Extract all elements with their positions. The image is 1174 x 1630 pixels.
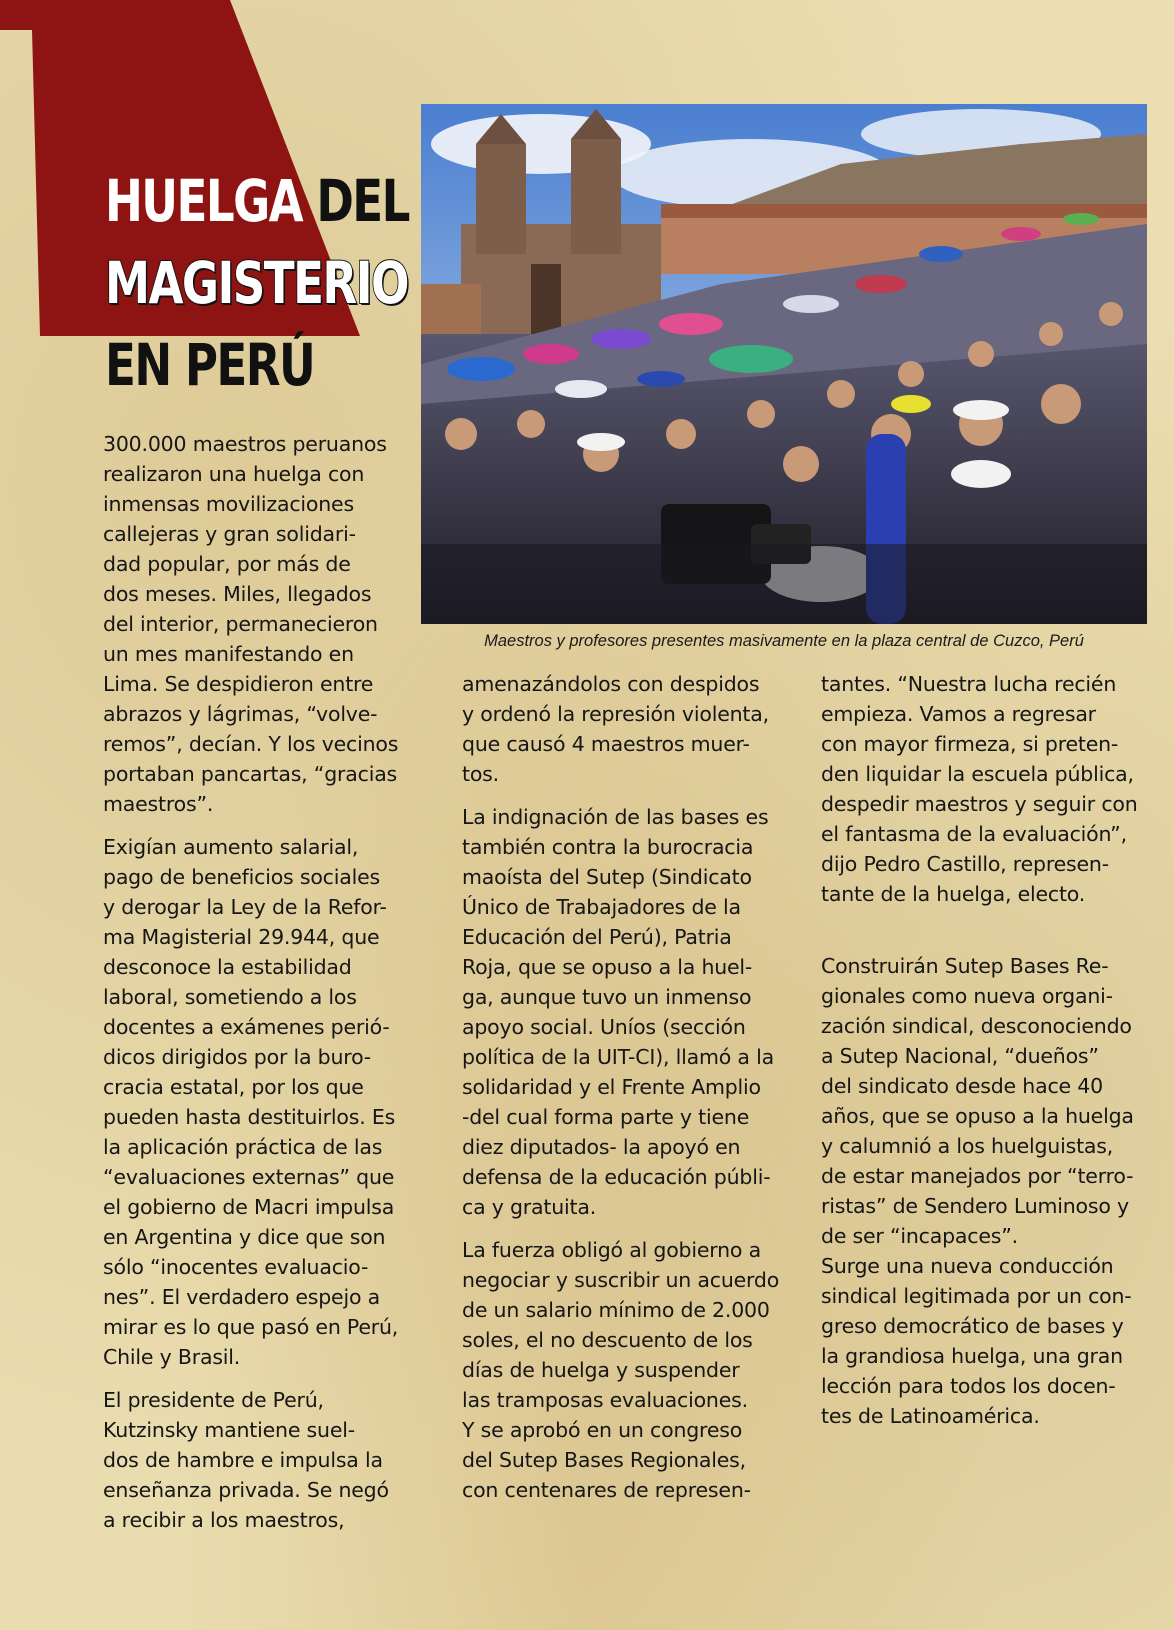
protest-photo xyxy=(421,104,1147,624)
paragraph: La fuerza obligó al gobierno a negociar y suscribir un acuerdo de un salario mínimo de 2.000 soles, el no descuento de los días de huelga y suspender las tramposas evaluaciones. Y se aprobó en un congreso del Sutep Bases Regionales, con centenares de represen- xyxy=(462,1238,780,1502)
article-column-2 xyxy=(462,669,797,1518)
paragraph: Exigían aumento salarial, pago de beneficios sociales y derogar la Ley de la Refor- ma Magisterial 29.944, que desconoce la estabilidad laboral, sometiendo a los docentes a exámenes perió- dicos dirigidos por la buro- cracia estatal, por los que pueden hasta destituirlos. Es la aplicación práctica de las “evaluaciones externas” que el gobierno de Macri impulsa en Argentina y dice que son sólo “inocentes evaluacio- nes”. El verdadero espejo a mirar es lo que pasó en Perú, Chile y Brasil. xyxy=(103,835,399,1369)
paragraph: tantes. “Nuestra lucha recién empieza. Vamos a regresar con mayor firmeza, si preten- den liquidar la escuela pública, despedir maestros y seguir con el fantasma de la evaluación”, dijo Pedro Castillo, represen- tante de la huelga, electo. xyxy=(821,672,1138,906)
article-column-1 xyxy=(103,429,423,1548)
headline-word-en-peru: EN PERÚ xyxy=(105,331,315,399)
headline-word-del: DEL xyxy=(316,167,409,235)
headline xyxy=(105,160,409,406)
photo-caption: Maestros y profesores presentes masivamente en la plaza central de Cuzco, Perú xyxy=(484,632,1084,650)
paragraph: Construirán Sutep Bases Re- gionales como nueva organi- zación sindical, desconociendo a Sutep Nacional, “dueños” del sindicato desde hace 40 años, que se opuso a la huelga y calumnió a los huelguistas, de estar manejados por “terro- ristas” de Sendero Luminoso y de ser “incapaces”. Surge una nueva conducción sindical legitimada por un con- greso democrático de bases y la grandiosa huelga, una gran lección para todos los docen- tes de Latinoamérica. xyxy=(821,954,1134,1428)
paragraph: amenazándolos con despidos y ordenó la represión violenta, que causó 4 maestros muer- tos. xyxy=(462,672,769,786)
paragraph: La indignación de las bases es también contra la burocracia maoísta del Sutep (Sindicato Único de Trabajadores de la Educación del Perú), Patria Roja, que se opuso a la huel- ga, aunque tuvo un inmenso apoyo social. Uníos (sección política de la UIT-CI), llamó a la solidaridad y el Frente Amplio -del cual forma parte y tiene diez diputados- la apoyó en defensa de la educación públi- ca y gratuita. xyxy=(462,805,774,1219)
paragraph: 300.000 maestros peruanos realizaron una huelga con inmensas movilizaciones callejeras y gran solidari- dad popular, por más de dos meses. Miles, llegados del interior, permanecieron un mes manifestando en Lima. Se despidieron entre abrazos y lágrimas, “volve- remos”, decían. Y los vecinos portaban pancartas, “gracias maestros”. xyxy=(103,432,399,816)
article-column-3 xyxy=(821,669,1156,1444)
headline-word-magisterio: MAGISTERIO xyxy=(105,249,408,317)
headline-word-huelga: HUELGA xyxy=(105,167,303,235)
paragraph: El presidente de Perú, Kutzinsky mantiene suel- dos de hambre e impulsa la enseñanza privada. Se negó a recibir a los maestros, xyxy=(103,1388,389,1532)
